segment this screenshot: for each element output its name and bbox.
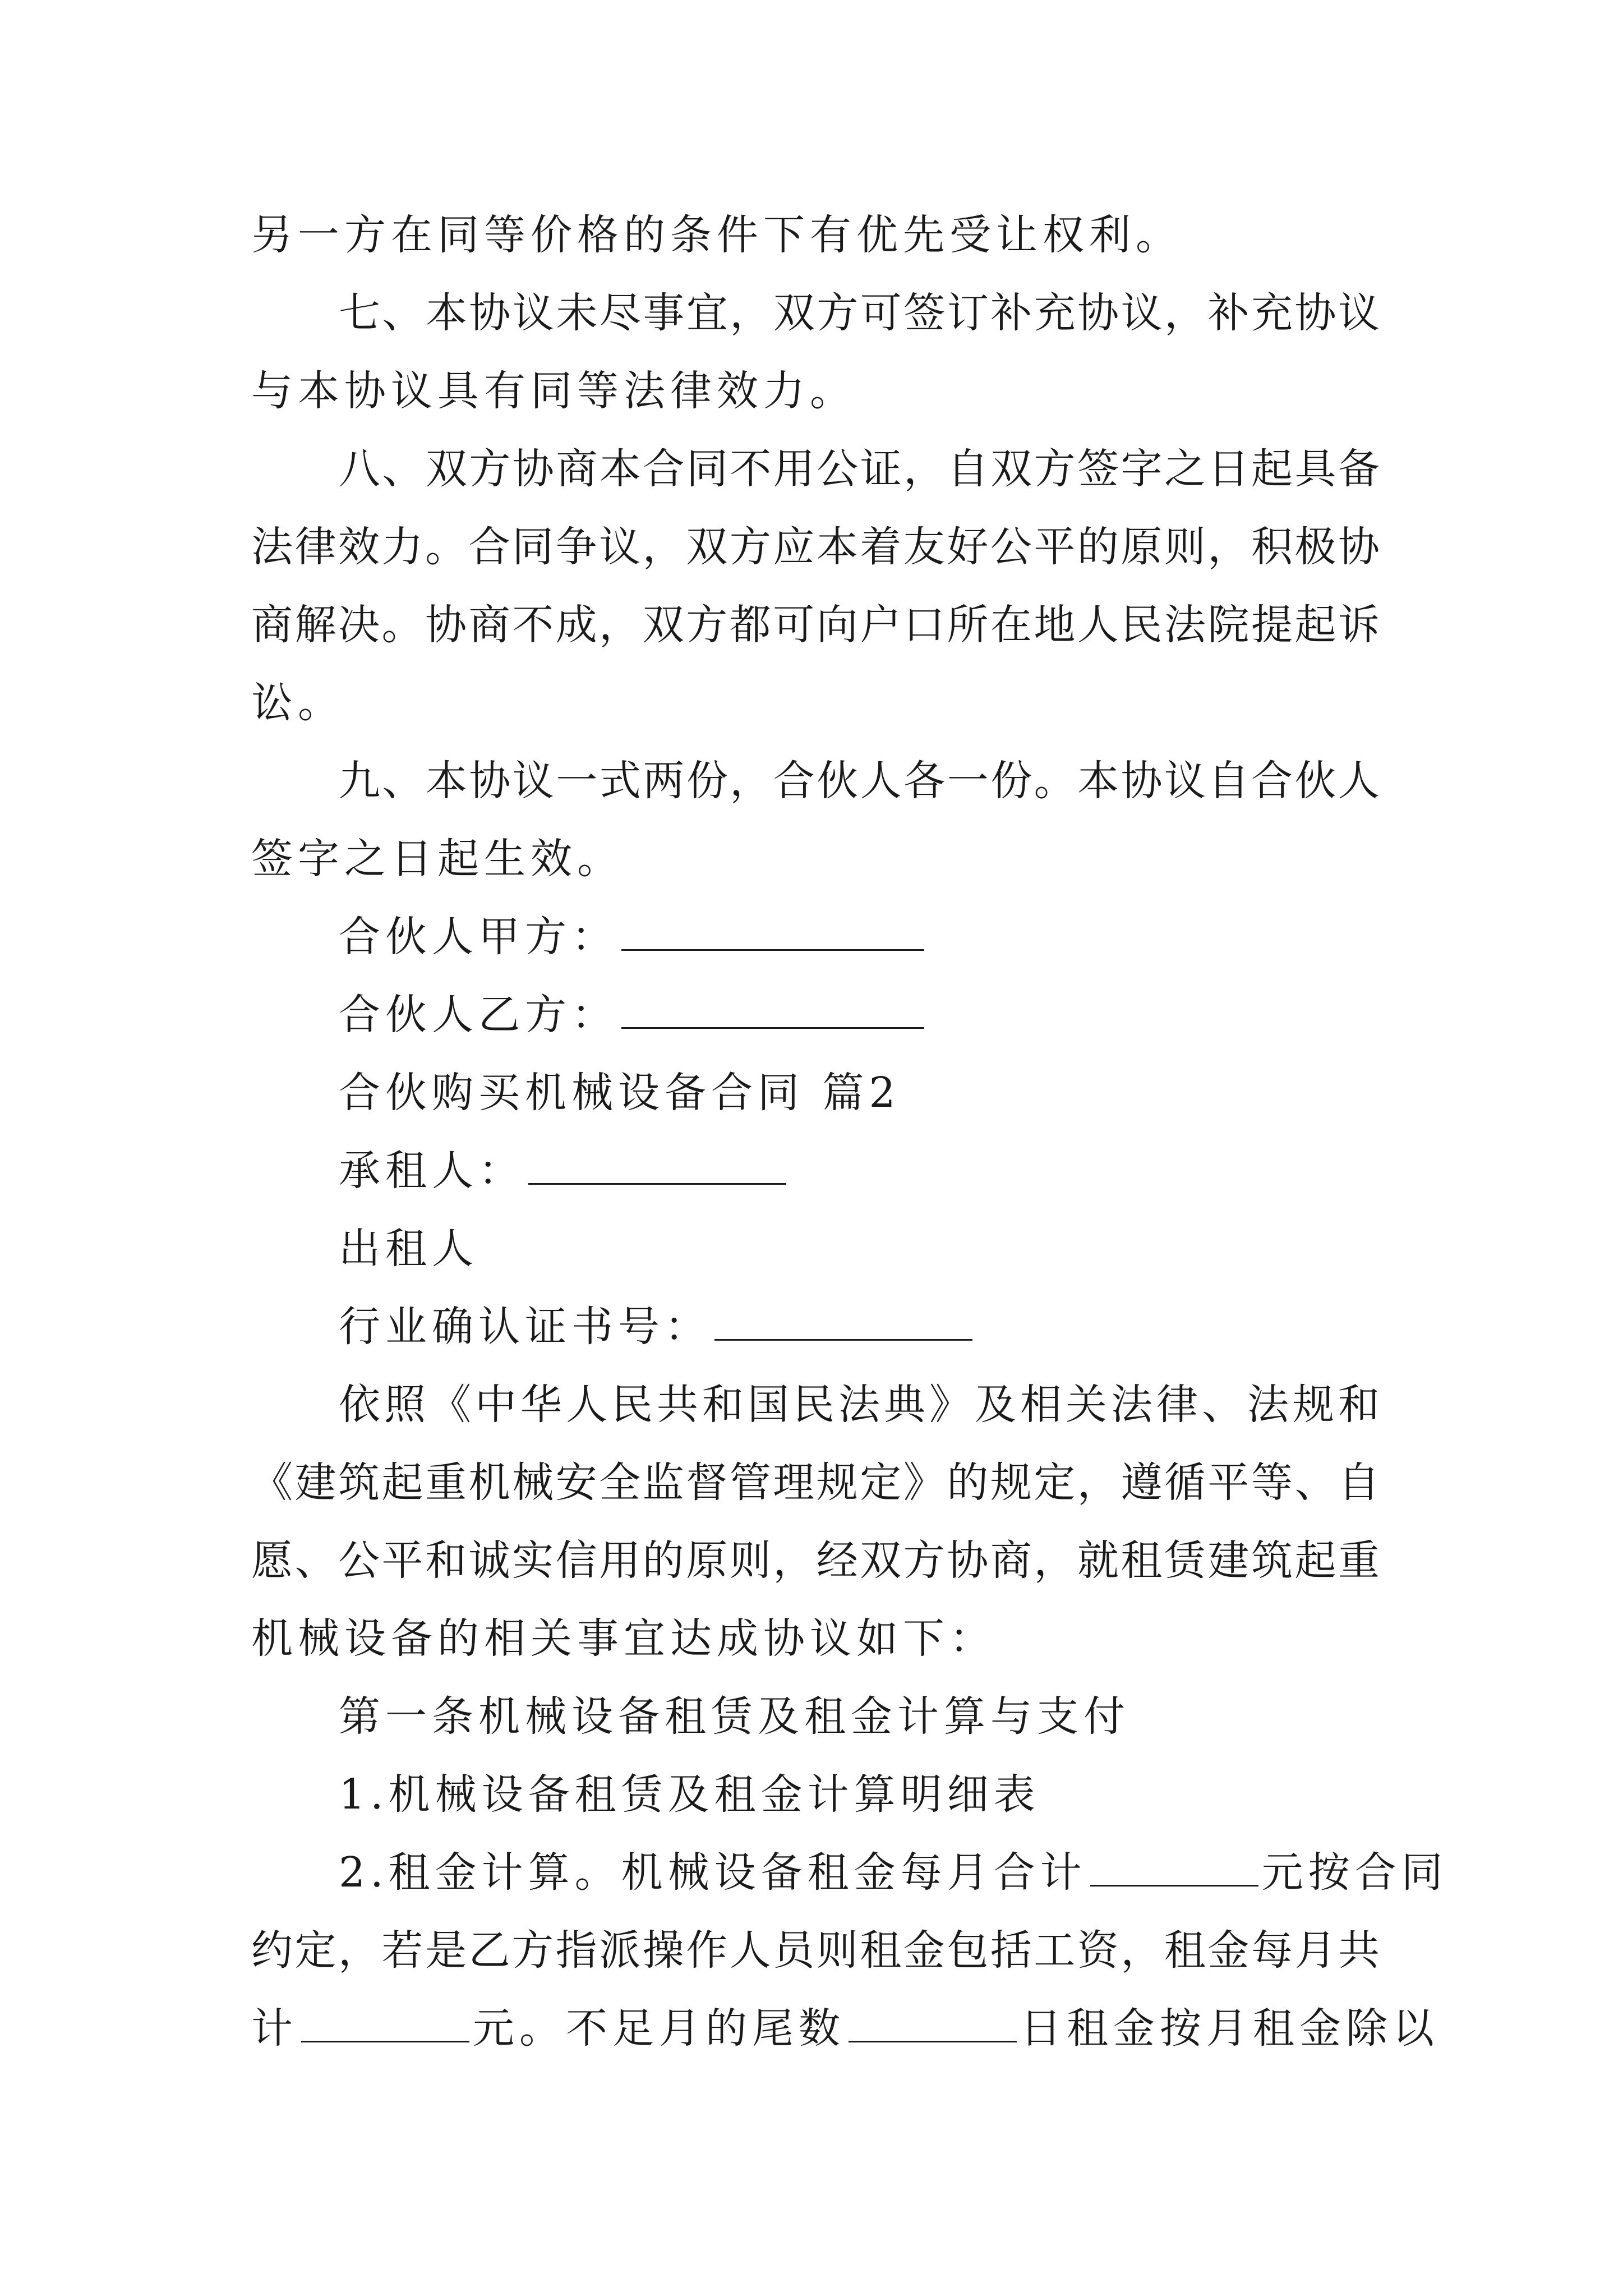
text-line: 法律效力。合同争议，双方应本着友好公平的原则，积极协 [251,523,1380,571]
monthly-rent-blank [1090,1848,1258,1887]
text-line: 另一方在同等价格的条件下有优先受让权利。 [251,211,1182,259]
party-a-blank [621,912,924,951]
rent-calc-line [339,1844,1448,1901]
rent-calc-text: 2.租金计算。机械设备租金每月合计 [339,1848,1087,1897]
lessee-label: 承租人： [339,1147,525,1195]
party-b-blank [621,990,924,1029]
rent-total-text: 计 [251,2004,298,2053]
text-line: 依照《中华人民共和国民法典》及相关法律、法规和 [339,1381,1380,1429]
lessee-line [339,1143,790,1199]
article-heading: 第一条机械设备租赁及租金计算与支付 [339,1692,1130,1741]
text-line: 八、双方协商本合同不用公证，自双方签字之日起具备 [339,445,1380,493]
certificate-blank [714,1302,972,1341]
total-rent-blank [301,2004,469,2042]
signature-line-party-a [339,909,928,965]
text-line: 《建筑起重机械安全监督管理规定》的规定，遵循平等、自 [251,1458,1380,1507]
text-line: 约定，若是乙方指派操作人员则租金包括工资，租金每月共 [251,1926,1380,1975]
remainder-days-blank [849,2004,1017,2042]
signature-line-party-b [339,987,928,1043]
text-line: 签字之日起生效。 [251,835,624,883]
text-line: 与本协议具有同等法律效力。 [251,367,856,415]
certificate-line [339,1299,976,1355]
text-line: 1.机械设备租赁及租金计算明细表 [339,1770,1040,1819]
text-line: 九、本协议一式两份，合伙人各一份。本协议自合伙人 [339,757,1380,805]
certificate-label: 行业确认证书号： [339,1303,711,1351]
rent-daily-text: 日租金按月租金除以 [1020,2004,1439,2053]
text-line: 机械设备的相关事宜达成协议如下： [251,1614,996,1663]
lessor-line: 出租人 [339,1225,478,1273]
text-line: 讼。 [251,679,344,727]
text-line: 七、本协议未尽事宜，双方可签订补充协议，补充协议 [339,289,1380,337]
rent-total-line [251,2000,1439,2056]
rent-calc-text-tail: 元按合同 [1261,1848,1448,1897]
text-line: 商解决。协商不成，双方都可向户口所在地人民法院提起诉 [251,601,1380,649]
party-a-label: 合伙人甲方： [339,913,618,961]
section-heading: 合伙购买机械设备合同 篇2 [339,1069,901,1117]
lessee-blank [528,1146,786,1185]
text-line: 愿、公平和诚实信用的原则，经双方协商，就租赁建筑起重 [251,1536,1380,1585]
rent-remainder-text: 元。不足月的尾数 [473,2004,845,2053]
party-b-label: 合伙人乙方： [339,991,618,1039]
